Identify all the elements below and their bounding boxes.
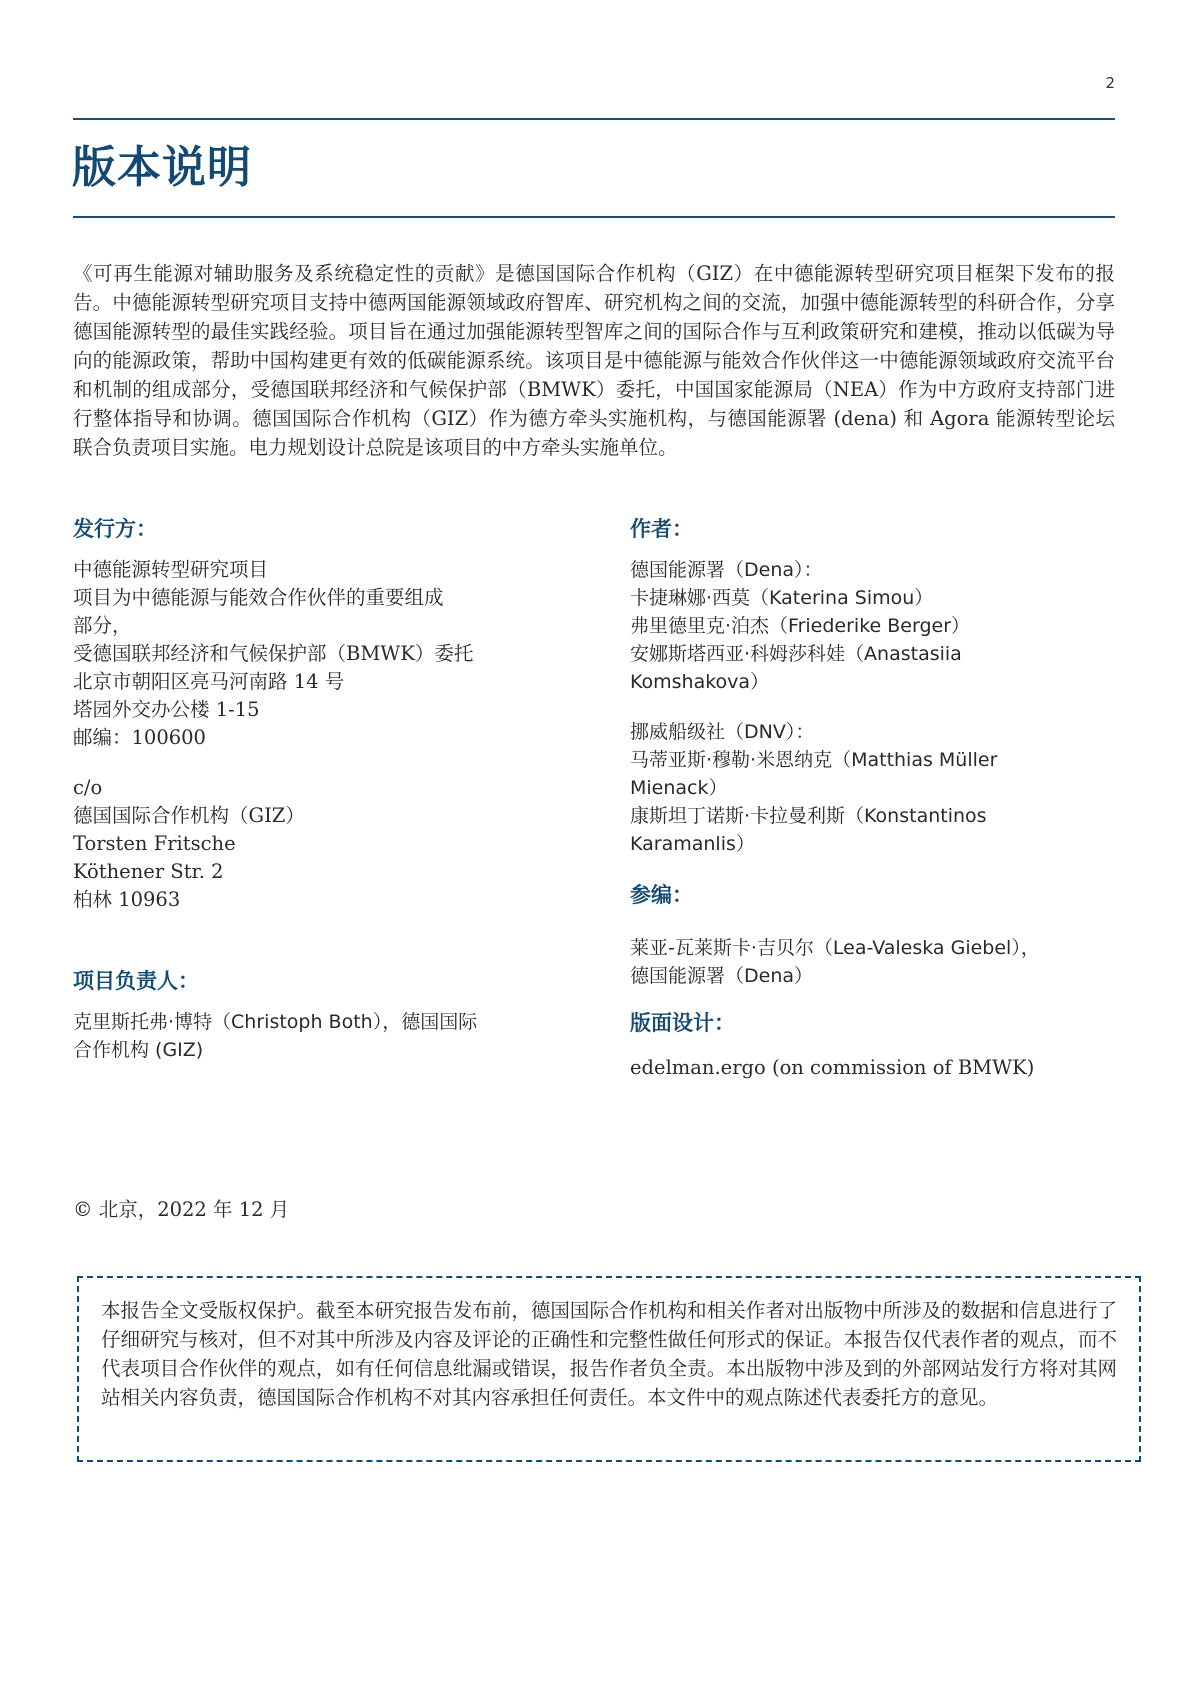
publisher-address: [73, 556, 543, 752]
care-of-line: Torsten Fritsche: [73, 832, 236, 855]
author-line: 卡捷琳娜·西莫（Katerina Simou）: [630, 587, 934, 609]
authors-dena: [630, 556, 1100, 696]
author-line: 马蒂亚斯·穆勒·米恩纳克（Matthias Müller: [630, 749, 998, 771]
publisher-line: 中德能源转型研究项目: [73, 558, 269, 581]
publisher-care-of: [73, 774, 543, 914]
author-line: 德国能源署（Dena）：: [630, 559, 823, 581]
contributor-line: 德国能源署（Dena）: [630, 965, 814, 987]
publisher-line: 塔园外交办公楼 1-15: [73, 698, 260, 721]
left-column: [73, 514, 543, 1064]
care-of-line: c/o: [73, 776, 103, 799]
authors-dnv: [630, 718, 1100, 858]
copyright-line: © 北京，2022 年 12 月: [73, 1198, 290, 1221]
care-of-line: 柏林 10963: [73, 888, 181, 911]
publisher-line: 项目为中德能源与能效合作伙伴的重要组成: [73, 586, 444, 609]
design-heading: 版面设计：: [630, 1011, 735, 1035]
contributors-text: [630, 934, 1100, 990]
publisher-line: 北京市朝阳区亮马河南路 14 号: [73, 670, 345, 693]
design-line: edelman.ergo (on commission of BMWK): [630, 1056, 1035, 1079]
project-lead-heading: 项目负责人：: [73, 969, 199, 993]
author-line: 康斯坦丁诺斯·卡拉曼利斯（Konstantinos: [630, 805, 987, 827]
publisher-line: 部分，: [73, 614, 132, 637]
header-top-rule: [73, 118, 1115, 120]
contributors-heading: 参编：: [630, 883, 693, 907]
design-text: [630, 1054, 1100, 1082]
page-number: 2: [1105, 74, 1115, 92]
author-line: Mienack）: [630, 777, 728, 799]
contributor-line: 莱亚-瓦莱斯卡·吉贝尔（Lea-Valeska Giebel），: [630, 937, 1040, 959]
page-title: 版本说明: [72, 142, 252, 193]
author-line: Komshakova）: [630, 671, 770, 693]
right-column: [630, 514, 1100, 1082]
author-line: Karamanlis）: [630, 833, 755, 855]
project-lead-text: [73, 1008, 543, 1064]
care-of-line: 德国国际合作机构（GIZ）: [73, 804, 305, 827]
header-bottom-rule: [73, 216, 1115, 218]
disclaimer-box: [77, 1276, 1141, 1462]
publisher-heading: 发行方：: [73, 517, 157, 541]
intro-paragraph: 《可再生能源对辅助服务及系统稳定性的贡献》是德国国际合作机构（GIZ）在中德能源转型研究项目框架下发布的报告。中德能源转型研究项目支持中德两国能源领域政府智库、研究机构之间的交流，加强中德能源转型的科研合作，分享德国能源转型的最佳实践经验。项目旨在通过加强能源转型智库之间的国际合作与互利政策研究和建模，推动以低碳为导向的能源政策，帮助中国构建更有效的低碳能源系统。该项目是中德能源与能效合作伙伴这一中德能源领域政府交流平台和机制的组成部分，受德国联邦经济和气候保护部（BMWK）委托，中国国家能源局（NEA）作为中方政府支持部门进行整体指导和协调。德国国际合作机构（GIZ）作为德方牵头实施机构，与德国能源署 (dena) 和 Agora 能源转型论坛联合负责项目实施。电力规划设计总院是该项目的中方牵头实施单位。: [73, 262, 1115, 459]
author-line: 挪威船级社（DNV）：: [630, 721, 815, 743]
publisher-line: 受德国联邦经济和气候保护部（BMWK）委托: [73, 642, 474, 665]
care-of-line: Köthener Str. 2: [73, 860, 224, 883]
project-lead-line: 克里斯托弗·博特（Christoph Both），德国国际: [73, 1011, 478, 1033]
disclaimer-text: 本报告全文受版权保护。截至本研究报告发布前，德国国际合作机构和相关作者对出版物中所涉及的数据和信息进行了仔细研究与核对，但不对其中所涉及内容及评论的正确性和完整性做任何形式的保证。本报告仅代表作者的观点，而不代表项目合作伙伴的观点，如有任何信息纰漏或错误，报告作者负全责。本出版物中涉及到的外部网站发行方将对其网站相关内容负责，德国国际合作机构不对其内容承担任何责任。本文件中的观点陈述代表委托方的意见。: [101, 1299, 1117, 1409]
author-line: 弗里德里克·泊杰（Friederike Berger）: [630, 615, 971, 637]
project-lead-line: 合作机构 (GIZ): [73, 1039, 204, 1061]
publisher-line: 邮编：100600: [73, 726, 206, 749]
authors-heading: 作者：: [630, 517, 693, 541]
author-line: 安娜斯塔西亚·科姆莎科娃（Anastasiia: [630, 643, 962, 665]
